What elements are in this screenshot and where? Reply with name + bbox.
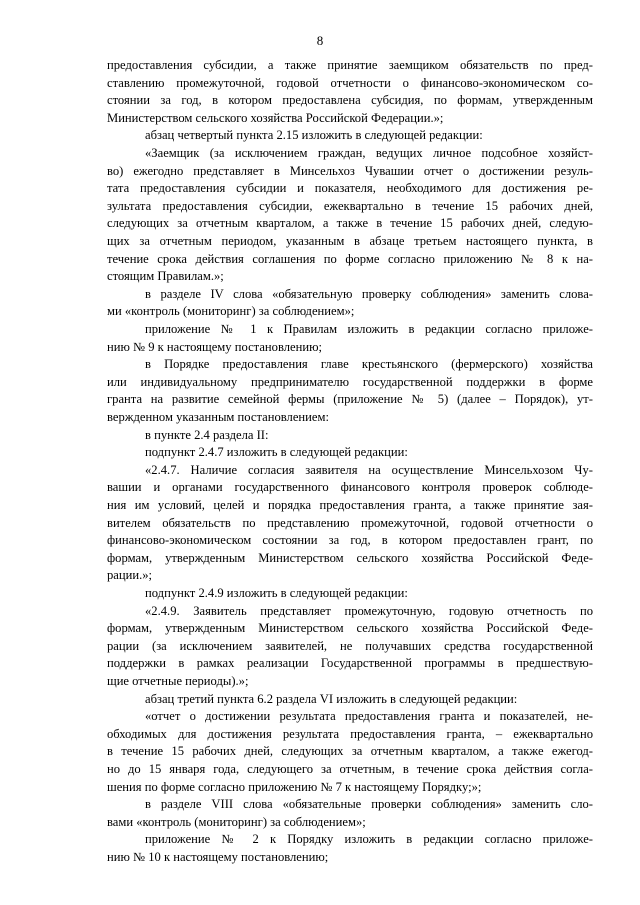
- text-line: стоящим Правилам.»;: [107, 269, 224, 284]
- text-line: ми «контроль (мониторинг) за соблюдением»;: [107, 304, 355, 319]
- text-line: приложение № 1 к Правилам изложить в редакции согласно приложе-: [145, 322, 593, 336]
- text-line: шения по форме согласно приложению № 7 к настоящему Порядку;»;: [107, 779, 482, 794]
- text-line: течение срока действия соглашения по форме согласно приложению № 8 к на-: [107, 251, 593, 266]
- text-line: в Порядке предоставления главе крестьянского (фермерского) хозяйства: [145, 357, 593, 372]
- text-line: щие отчетные периоды).»;: [107, 674, 249, 688]
- text-line: зультата предоставления субсидии, ежеквартально в течение 15 рабочих дней,: [107, 198, 593, 213]
- text-line: в разделе VIII слова «обязательные проверки соблюдения» заменить сло-: [145, 797, 593, 812]
- text-line: «2.4.7. Наличие согласия заявителя на осуществление Минсельхозом Чу-: [145, 462, 593, 477]
- text-line: нию № 9 к настоящему постановлению;: [107, 339, 322, 354]
- text-line: обходимых для достижения результата предоставления гранта, – ежеквартально: [107, 726, 593, 741]
- text-line: абзац третий пункта 6.2 раздела VI изложить в следующей редакции:: [145, 691, 518, 706]
- text-line: ставлению промежуточной, годовой отчетности о финансово-экономическом со-: [107, 75, 593, 90]
- text-line: подпункт 2.4.9 изложить в следующей редакции:: [145, 586, 408, 600]
- text-line: рации.»;: [107, 568, 153, 583]
- text-line: Министерством сельского хозяйства Российской Федерации.»;: [107, 110, 444, 125]
- text-line: в разделе IV слова «обязательную проверку соблюдения» заменить слова-: [145, 286, 593, 301]
- text-line: во) ежегодно представляет в Минсельхоз Чувашии отчет о достижении резуль-: [107, 163, 593, 178]
- text-line: формам, утвержденным Министерством сельского хозяйства Российской Феде-: [107, 550, 593, 565]
- text-line: в пункте 2.4 раздела II:: [145, 427, 269, 442]
- text-line: предоставления субсидии, а также принятие заемщиком обязательств по пред-: [107, 58, 593, 72]
- text-line: тата предоставления субсидии и показателя, необходимого для достижения ре-: [107, 181, 593, 196]
- text-line: формам, утвержденным Министерством сельского хозяйства Российской Феде-: [107, 621, 593, 636]
- text-line: «2.4.9. Заявитель представляет промежуточную, годовую отчетность по: [145, 603, 593, 618]
- text-line: ния им условий, целей и порядка предоставления гранта, а также принятие зая-: [107, 498, 593, 512]
- text-line: вителем обязательств по представлению промежуточной, годовой отчетности о: [107, 515, 593, 530]
- text-line: подпункт 2.4.7 изложить в следующей редакции:: [145, 445, 408, 460]
- text-line: финансово-экономическом состоянии за год, в котором предоставлен грант, по: [107, 533, 593, 548]
- text-line: гранта на развитие семейной фермы (приложение № 5) (далее – Порядок), ут-: [107, 392, 593, 407]
- text-line: следующих за отчетным кварталом, а также в течение 15 рабочих дней, следую-: [107, 216, 593, 231]
- text-line: вержденном указанным постановлением:: [107, 410, 329, 424]
- text-line: вами «контроль (мониторинг) за соблюдением»;: [107, 814, 366, 829]
- text-line: «отчет о достижении результата предоставления гранта и показателей, не-: [145, 709, 593, 724]
- text-line: щих за отчетным периодом, указанным в абзаце третьем настоящего пункта, в: [107, 234, 593, 248]
- text-line: абзац четвертый пункта 2.15 изложить в следующей редакции:: [145, 128, 483, 143]
- text-line: или индивидуальному предпринимателю государственной поддержки в форме: [107, 374, 593, 389]
- text-line: вашии и органами государственного финансового контроля проверок соблюде-: [107, 480, 593, 495]
- text-line: «Заемщик (за исключением граждан, ведущих личное подсобное хозяйст-: [145, 146, 593, 160]
- text-line: поддержки в рамках реализации Государственной программы в предшествую-: [107, 656, 593, 671]
- text-line: приложение № 2 к Порядку изложить в редакции согласно приложе-: [145, 832, 593, 847]
- text-line: в течение 15 рабочих дней, следующих за отчетным кварталом, а также ежегод-: [107, 744, 593, 759]
- text-line: стоянии за год, в котором предоставлена субсидия, по формам, утвержденным: [107, 93, 593, 108]
- text-line: нию № 10 к настоящему постановлению;: [107, 850, 329, 864]
- text-line: рации (за исключением заявителей, не получавших средства государственной: [107, 638, 593, 653]
- page-number: 8: [316, 33, 324, 48]
- text-line: но до 15 января года, следующего за отчетным, в течение срока действия согла-: [107, 762, 593, 776]
